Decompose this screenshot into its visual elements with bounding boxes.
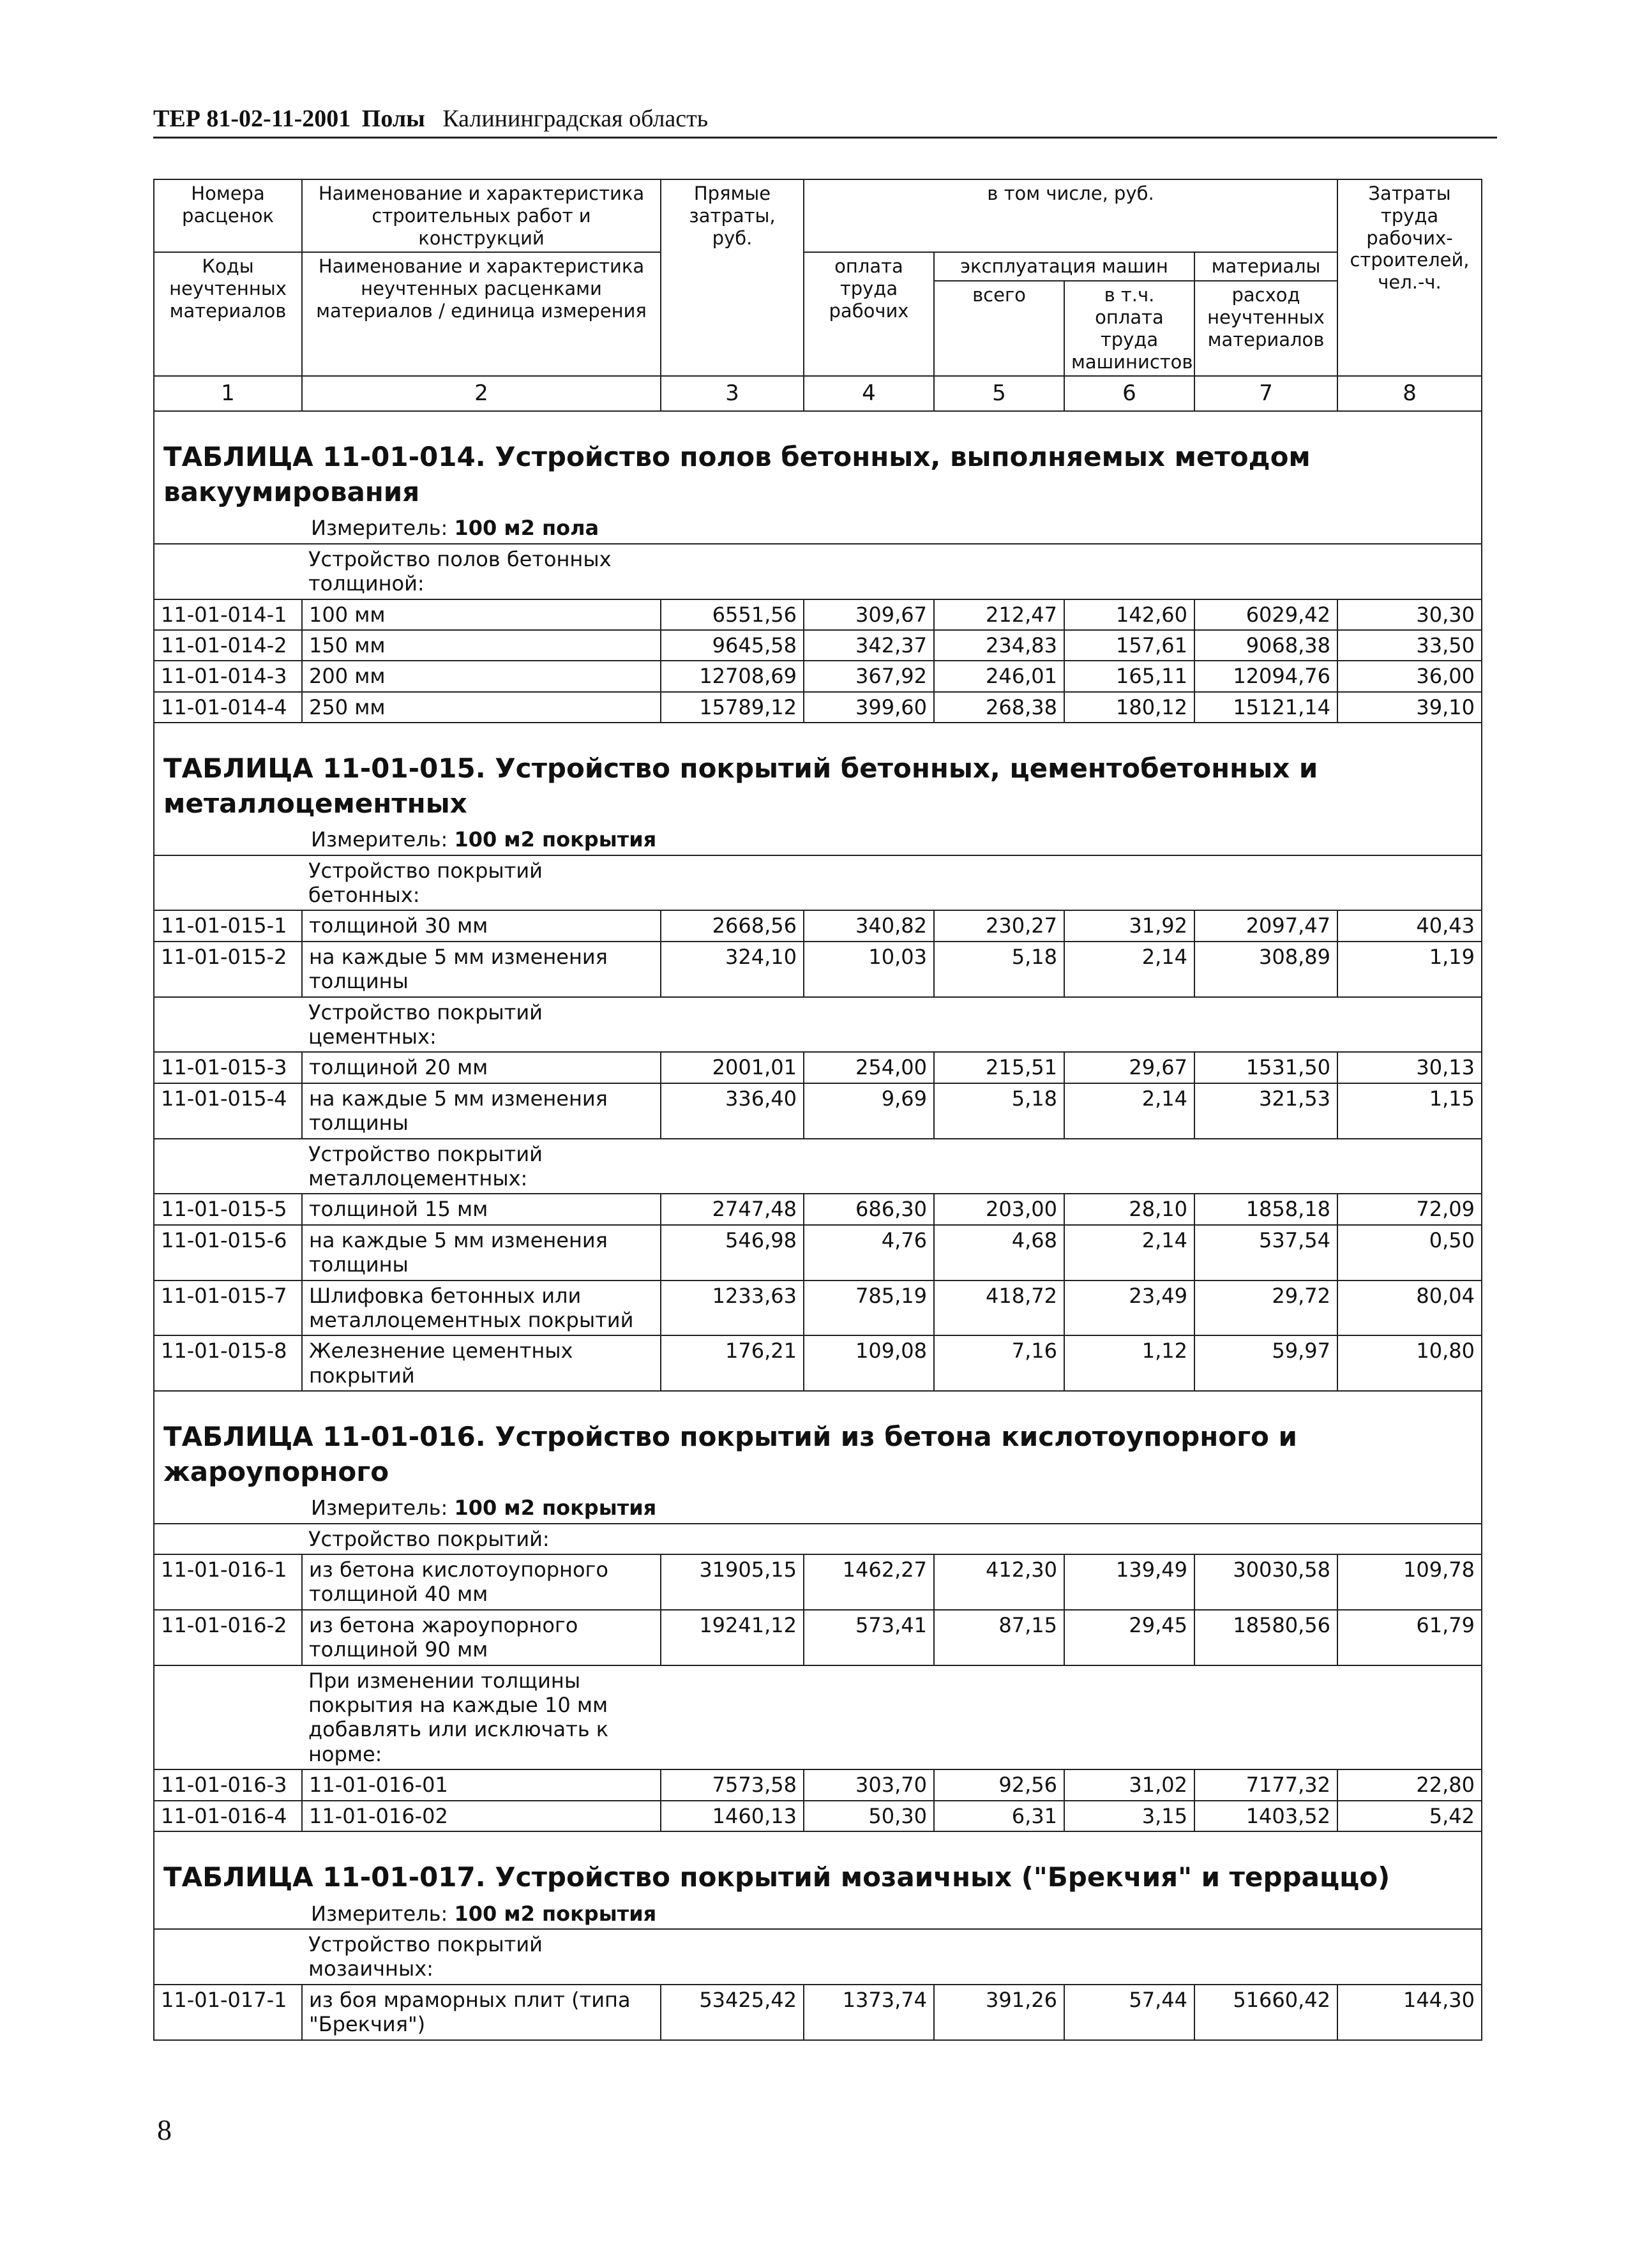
machines-total: 203,00	[934, 1194, 1064, 1224]
direct-cost: 176,21	[661, 1335, 804, 1391]
direct-cost: 336,40	[661, 1083, 804, 1139]
col3-header: Прямые затраты, руб.	[661, 179, 804, 376]
rate-code: 11-01-015-3	[154, 1052, 302, 1083]
group-row	[154, 1665, 1482, 1770]
labor-hours: 30,13	[1337, 1052, 1482, 1083]
labor-cost: 1373,74	[804, 1985, 934, 2040]
table-title: ТАБЛИЦА 11-01-017. Устройство покрытий мозаичных ("Брекчия" и терраццо)	[154, 1831, 1482, 1899]
machines-total: 212,47	[934, 599, 1064, 630]
col2-top-header: Наименование и характеристика строительных работ и конструкций	[302, 179, 661, 252]
group-heading: При изменении толщины покрытия на каждые 10 мм добавлять или исключать к норме:	[308, 1668, 609, 1766]
materials-cost: 30030,58	[1194, 1554, 1337, 1610]
rate-code: 11-01-015-7	[154, 1280, 302, 1336]
machines-total: 412,30	[934, 1554, 1064, 1610]
machinists-labor: 142,60	[1064, 599, 1194, 630]
rate-code: 11-01-015-1	[154, 910, 302, 941]
machinists-labor: 165,11	[1064, 661, 1194, 691]
materials-cost: 29,72	[1194, 1280, 1337, 1336]
meter	[161, 827, 1475, 852]
rate-name: Шлифовка бетонных или металлоцементных покрытий	[302, 1280, 661, 1336]
rate-code: 11-01-016-4	[154, 1801, 302, 1831]
column-number: 6	[1064, 376, 1194, 411]
labor-hours: 0,50	[1337, 1225, 1482, 1280]
document-code: ТЕР 81-02-11-2001	[153, 105, 351, 132]
table-row	[154, 1194, 1482, 1224]
rate-name: толщиной 15 мм	[302, 1194, 661, 1224]
group-row	[154, 1524, 1482, 1554]
meter-value: 100 м2 покрытия	[454, 827, 657, 852]
labor-cost: 309,67	[804, 599, 934, 630]
direct-cost: 19241,12	[661, 1610, 804, 1665]
labor-cost: 1462,27	[804, 1554, 934, 1610]
materials-cost: 59,97	[1194, 1335, 1337, 1391]
materials-cost: 18580,56	[1194, 1610, 1337, 1665]
labor-cost: 686,30	[804, 1194, 934, 1224]
labor-hours: 80,04	[1337, 1280, 1482, 1336]
rate-name: 11-01-016-02	[302, 1801, 661, 1831]
machines-total: 268,38	[934, 692, 1064, 723]
machinists-labor: 28,10	[1064, 1194, 1194, 1224]
machines-total: 391,26	[934, 1985, 1064, 2040]
col1-bottom-header: Коды неучтенных материалов	[154, 252, 302, 376]
labor-cost: 303,70	[804, 1769, 934, 1800]
rate-name: на каждые 5 мм изменения толщины	[302, 1083, 661, 1139]
machinists-labor: 29,67	[1064, 1052, 1194, 1083]
column-numbers-row	[154, 376, 1482, 411]
rate-name: из бетона кислотоупорного толщиной 40 мм	[302, 1554, 661, 1610]
col5-header: всего	[934, 281, 1064, 376]
direct-cost: 324,10	[661, 942, 804, 997]
materials-cost: 1403,52	[1194, 1801, 1337, 1831]
table-row	[154, 1052, 1482, 1083]
meter-label: Измеритель:	[311, 1496, 448, 1521]
direct-cost: 9645,58	[661, 630, 804, 661]
rate-code: 11-01-015-2	[154, 942, 302, 997]
machines-total: 7,16	[934, 1335, 1064, 1391]
labor-cost: 50,30	[804, 1801, 934, 1831]
rate-code: 11-01-015-8	[154, 1335, 302, 1391]
materials-cost: 15121,14	[1194, 692, 1337, 723]
machinists-labor: 57,44	[1064, 1985, 1194, 2040]
group-row	[154, 1929, 1482, 1985]
materials-cost: 1858,18	[1194, 1194, 1337, 1224]
group-row	[154, 997, 1482, 1053]
group-heading: Устройство покрытий цементных:	[308, 1000, 543, 1049]
group-heading: Устройство покрытий бетонных:	[308, 858, 543, 908]
table-row	[154, 1335, 1482, 1391]
materials-cost: 2097,47	[1194, 910, 1337, 941]
machinists-labor: 180,12	[1064, 692, 1194, 723]
column-number: 7	[1194, 376, 1337, 411]
meter	[161, 516, 1475, 540]
materials-cost: 12094,76	[1194, 661, 1337, 691]
table-row	[154, 599, 1482, 630]
direct-cost: 2747,48	[661, 1194, 804, 1224]
machinists-labor: 2,14	[1064, 1083, 1194, 1139]
materials-cost: 321,53	[1194, 1083, 1337, 1139]
machines-total: 418,72	[934, 1280, 1064, 1336]
rate-code: 11-01-014-3	[154, 661, 302, 691]
column-number: 2	[302, 376, 661, 411]
table-row	[154, 1610, 1482, 1665]
col2-bottom-header: Наименование и характеристика неучтенных расценками материалов / единица измерения	[302, 252, 661, 376]
labor-cost: 399,60	[804, 692, 934, 723]
machines-total: 5,18	[934, 942, 1064, 997]
rate-code: 11-01-016-3	[154, 1769, 302, 1800]
machinists-labor: 139,49	[1064, 1554, 1194, 1610]
group-heading: Устройство покрытий мозаичных:	[308, 1932, 543, 1981]
machines-total: 5,18	[934, 1083, 1064, 1139]
labor-hours: 1,15	[1337, 1083, 1482, 1139]
labor-cost: 10,03	[804, 942, 934, 997]
table-row	[154, 1083, 1482, 1139]
direct-cost: 2668,56	[661, 910, 804, 941]
machinists-labor: 29,45	[1064, 1610, 1194, 1665]
labor-hours: 61,79	[1337, 1610, 1482, 1665]
labor-cost: 785,19	[804, 1280, 934, 1336]
rate-name: Железнение цементных покрытий	[302, 1335, 661, 1391]
rate-code: 11-01-016-2	[154, 1610, 302, 1665]
col1-top-header: Номера расценок	[154, 179, 302, 252]
direct-cost: 546,98	[661, 1225, 804, 1280]
table-row	[154, 910, 1482, 941]
labor-hours: 5,42	[1337, 1801, 1482, 1831]
labor-cost: 9,69	[804, 1083, 934, 1139]
machines-header: эксплуатация машин	[934, 252, 1194, 281]
table-title: ТАБЛИЦА 11-01-014. Устройство полов бетонных, выполняемых методом вакуумирования	[154, 411, 1482, 513]
rate-code: 11-01-014-4	[154, 692, 302, 723]
table-title-row	[154, 1831, 1482, 1899]
col7-header: расход неучтенных материалов	[1194, 281, 1337, 376]
machines-total: 230,27	[934, 910, 1064, 941]
labor-cost: 340,82	[804, 910, 934, 941]
meter-label: Измеритель:	[311, 827, 448, 852]
labor-hours: 72,09	[1337, 1194, 1482, 1224]
machinists-labor: 31,92	[1064, 910, 1194, 941]
labor-hours: 109,78	[1337, 1554, 1482, 1610]
machinists-labor: 3,15	[1064, 1801, 1194, 1831]
labor-hours: 10,80	[1337, 1335, 1482, 1391]
materials-cost: 7177,32	[1194, 1769, 1337, 1800]
rate-code: 11-01-015-6	[154, 1225, 302, 1280]
rate-code: 11-01-017-1	[154, 1985, 302, 2040]
table-title: ТАБЛИЦА 11-01-016. Устройство покрытий из бетона кислотоупорного и жароупорного	[154, 1391, 1482, 1493]
materials-header: материалы	[1194, 252, 1337, 281]
col8-header: Затраты труда рабочих-строителей, чел.-ч.	[1337, 179, 1482, 376]
labor-hours: 22,80	[1337, 1769, 1482, 1800]
table-title-row	[154, 723, 1482, 825]
materials-cost: 6029,42	[1194, 599, 1337, 630]
materials-cost: 9068,38	[1194, 630, 1337, 661]
labor-hours: 30,30	[1337, 599, 1482, 630]
machines-total: 92,56	[934, 1769, 1064, 1800]
rate-code: 11-01-016-1	[154, 1554, 302, 1610]
labor-cost: 4,76	[804, 1225, 934, 1280]
rate-name: 200 мм	[302, 661, 661, 691]
labor-cost: 109,08	[804, 1335, 934, 1391]
table-title-row	[154, 1391, 1482, 1493]
group-row	[154, 544, 1482, 599]
page-number: 8	[157, 2114, 172, 2146]
rate-name: 100 мм	[302, 599, 661, 630]
rate-name: толщиной 20 мм	[302, 1052, 661, 1083]
rate-name: на каждые 5 мм изменения толщины	[302, 942, 661, 997]
machinists-labor: 23,49	[1064, 1280, 1194, 1336]
table-row	[154, 1554, 1482, 1610]
machinists-labor: 1,12	[1064, 1335, 1194, 1391]
labor-hours: 40,43	[1337, 910, 1482, 941]
meter-value: 100 м2 покрытия	[454, 1901, 657, 1926]
direct-cost: 12708,69	[661, 661, 804, 691]
meter-label: Измеритель:	[311, 1901, 448, 1926]
rate-name: 150 мм	[302, 630, 661, 661]
region-name: Калининградская область	[442, 105, 709, 132]
column-number: 1	[154, 376, 302, 411]
section-name: Полы	[361, 105, 425, 132]
direct-cost: 1460,13	[661, 1801, 804, 1831]
table-title-row	[154, 411, 1482, 513]
labor-hours: 1,19	[1337, 942, 1482, 997]
col4-header: оплата труда рабочих	[804, 252, 934, 376]
direct-cost: 2001,01	[661, 1052, 804, 1083]
column-number: 3	[661, 376, 804, 411]
materials-cost: 537,54	[1194, 1225, 1337, 1280]
labor-hours: 144,30	[1337, 1985, 1482, 2040]
meter-label: Измеритель:	[311, 516, 448, 541]
col6-header: в т.ч. оплата труда машинистов	[1064, 281, 1194, 376]
meter	[161, 1496, 1475, 1520]
machines-total: 87,15	[934, 1610, 1064, 1665]
table-row	[154, 692, 1482, 723]
labor-cost: 254,00	[804, 1052, 934, 1083]
labor-hours: 39,10	[1337, 692, 1482, 723]
labor-cost: 367,92	[804, 661, 934, 691]
rate-code: 11-01-015-4	[154, 1083, 302, 1139]
group-heading: Устройство покрытий:	[308, 1526, 550, 1551]
meter-row	[154, 1493, 1482, 1523]
meter-value: 100 м2 покрытия	[454, 1496, 657, 1521]
table-row	[154, 1280, 1482, 1336]
machines-total: 234,83	[934, 630, 1064, 661]
column-number: 8	[1337, 376, 1482, 411]
meter-row	[154, 1899, 1482, 1929]
direct-cost: 15789,12	[661, 692, 804, 723]
machinists-labor: 31,02	[1064, 1769, 1194, 1800]
materials-cost: 308,89	[1194, 942, 1337, 997]
direct-cost: 6551,56	[661, 599, 804, 630]
table-title: ТАБЛИЦА 11-01-015. Устройство покрытий бетонных, цементобетонных и металлоцементных	[154, 723, 1482, 825]
group-row	[154, 855, 1482, 911]
meter	[161, 1902, 1475, 1926]
rate-name: 11-01-016-01	[302, 1769, 661, 1800]
rates-table	[153, 179, 1482, 2041]
labor-cost: 342,37	[804, 630, 934, 661]
table-row	[154, 1801, 1482, 1831]
table-row	[154, 630, 1482, 661]
labor-hours: 33,50	[1337, 630, 1482, 661]
rate-name: из боя мраморных плит (типа "Брекчия")	[302, 1985, 661, 2040]
rate-code: 11-01-014-1	[154, 599, 302, 630]
table-row	[154, 1985, 1482, 2040]
table-row	[154, 942, 1482, 997]
rate-name: на каждые 5 мм изменения толщины	[302, 1225, 661, 1280]
rate-code: 11-01-014-2	[154, 630, 302, 661]
meter-row	[154, 825, 1482, 855]
rate-name: из бетона жароупорного толщиной 90 мм	[302, 1610, 661, 1665]
machines-total: 6,31	[934, 1801, 1064, 1831]
meter-value: 100 м2 пола	[454, 516, 599, 541]
including-header: в том числе, руб.	[804, 179, 1337, 252]
table-row	[154, 661, 1482, 691]
machines-total: 215,51	[934, 1052, 1064, 1083]
meter-row	[154, 513, 1482, 543]
labor-cost: 573,41	[804, 1610, 934, 1665]
machinists-labor: 157,61	[1064, 630, 1194, 661]
group-heading: Устройство покрытий металлоцементных:	[308, 1141, 543, 1190]
rate-name: 250 мм	[302, 692, 661, 723]
rate-code: 11-01-015-5	[154, 1194, 302, 1224]
group-row	[154, 1139, 1482, 1194]
machines-total: 246,01	[934, 661, 1064, 691]
materials-cost: 51660,42	[1194, 1985, 1337, 2040]
column-number: 4	[804, 376, 934, 411]
machines-total: 4,68	[934, 1225, 1064, 1280]
page-header	[153, 105, 1497, 139]
direct-cost: 31905,15	[661, 1554, 804, 1610]
table-row	[154, 1225, 1482, 1280]
direct-cost: 1233,63	[661, 1280, 804, 1336]
group-heading: Устройство полов бетонных толщиной:	[308, 546, 612, 596]
labor-hours: 36,00	[1337, 661, 1482, 691]
direct-cost: 7573,58	[661, 1769, 804, 1800]
machinists-labor: 2,14	[1064, 942, 1194, 997]
table-row	[154, 1769, 1482, 1800]
materials-cost: 1531,50	[1194, 1052, 1337, 1083]
machinists-labor: 2,14	[1064, 1225, 1194, 1280]
column-number: 5	[934, 376, 1064, 411]
direct-cost: 53425,42	[661, 1985, 804, 2040]
rate-name: толщиной 30 мм	[302, 910, 661, 941]
